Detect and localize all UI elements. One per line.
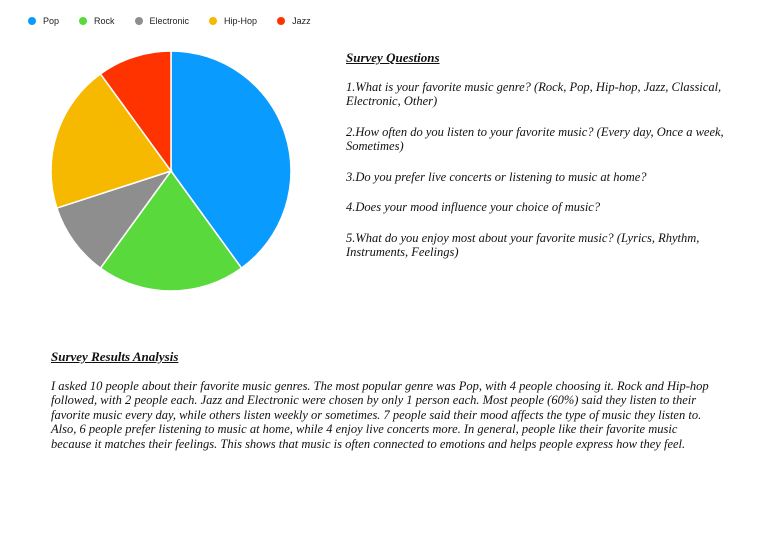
question-item: 1.What is your favorite music genre? (Rock, Pop, Hip-hop, Jazz, Classical, Electronic, Other): [346, 79, 722, 108]
legend-label: Jazz: [292, 16, 311, 26]
legend-item-jazz[interactable]: [277, 16, 311, 26]
legend-swatch: [79, 17, 87, 25]
survey-analysis-body: I asked 10 people about their favorite music genres. The most popular genre was Pop, with 4 people choosing it. Rock and Hip-hop followed, with 2 people each. Jazz and Electronic were chosen by only 1 person each. Most people (60%) said they listen to their favorite music every day, while others listen weekly or sometimes. 7 people said their mood affects the type of music they listen to. Also, 6 people prefer listening to music at home, while 4 enjoy live concerts more. In general, people like their favorite music because it matches their feelings. This shows that music is often connected to emotions and helps people express how they feel.: [51, 378, 709, 451]
legend-item-hip-hop[interactable]: [209, 16, 257, 26]
legend-item-rock[interactable]: [79, 16, 115, 26]
legend-item-electronic[interactable]: [135, 16, 190, 26]
question-item: 3.Do you prefer live concerts or listening to music at home?: [346, 169, 647, 184]
survey-questions: [346, 51, 726, 276]
survey-analysis-heading: Survey Results Analysis: [51, 349, 179, 364]
question-item: 2.How often do you listen to your favorite music? (Every day, Once a week, Sometimes): [346, 124, 724, 153]
legend-label: Rock: [94, 16, 115, 26]
chart-legend: [28, 16, 331, 26]
survey-analysis: [51, 350, 719, 451]
question-item: 5.What do you enjoy most about your favorite music? (Lyrics, Rhythm, Instruments, Feelings): [346, 230, 700, 259]
legend-label: Hip-Hop: [224, 16, 258, 26]
pie-chart: [48, 48, 294, 294]
legend-label: Pop: [43, 16, 60, 26]
legend-swatch: [277, 17, 285, 25]
question-item: 4.Does your mood influence your choice of music?: [346, 200, 601, 214]
legend-swatch: [209, 17, 217, 25]
survey-questions-heading: Survey Questions: [346, 50, 440, 65]
legend-label: Electronic: [149, 16, 190, 26]
legend-swatch: [28, 17, 36, 25]
legend-swatch: [135, 17, 143, 25]
legend-item-pop[interactable]: [28, 16, 59, 26]
